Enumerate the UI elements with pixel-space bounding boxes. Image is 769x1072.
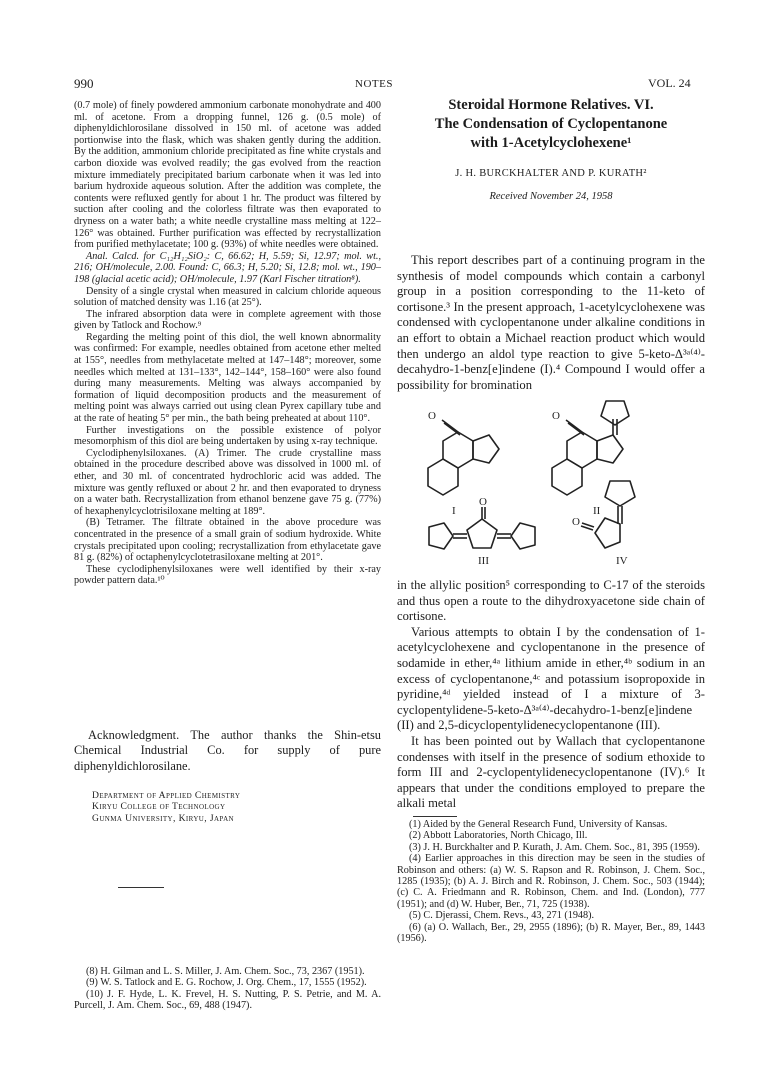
intro-paragraph: This report describes part of a continuing program in the synthesis of model compounds which contain a carbonyl group in a position corresponding to the 11-keto of cortisone.³ In the present approach, 1-acetylcyclohexene was condensed with cyclopentanone under alkaline conditions in an effort to obtain a Michael reaction product which would then undergo an aldol type reaction to give 5-keto-Δ³ᵃ⁽⁴⁾-decahydro-1-benz[e]indene (I).⁴ Compound I would offer a possibility for bromination	[397, 253, 705, 392]
oxygen-label: O	[552, 410, 560, 422]
chemical-structures	[400, 398, 700, 568]
carbonyl-bond	[444, 423, 460, 435]
ring	[467, 519, 497, 548]
article-title-line: Steroidal Hormone Relatives. VI.	[448, 97, 654, 113]
ring	[428, 459, 458, 495]
structure-label-iii: III	[478, 555, 489, 567]
structure-label-ii: II	[593, 505, 601, 517]
oxygen-label: O	[479, 496, 487, 508]
structure-i	[428, 410, 499, 517]
affiliation-line: Department of Applied Chemistry	[92, 790, 241, 801]
paragraph-tetramer: (B) Tetramer. The filtrate obtained in the above procedure was concentrated in the presence of a small grain of sodium hydroxide. White crystals precipitated upon cooling; recrystallization from ethylacetate gave 81 g. (82%) of octaphenylcyclotetrasiloxane melting at 201°.	[74, 517, 381, 564]
paragraph-trimer: Cyclodiphenylsiloxanes. (A) Trimer. The crude crystalline mass obtained in the procedure described above was dissolved in 1000 ml. of ether, and 30 ml. of concentrated hydrochloric acid was added. The mixture was gently refluxed or about 2 hr. and then evaporated to dryness on a water bath. Recrystallization from ethanol benzene gave 75 g. (77%) of hexaphenylcyclotrisiloxane melting at 189°.	[74, 447, 381, 517]
structure-label-iv: IV	[616, 555, 628, 567]
ring	[429, 523, 453, 549]
body-text	[397, 578, 705, 812]
carbonyl-bond	[568, 423, 584, 435]
paragraph: These cyclodiphenylsiloxanes were well identified by their x-ray powder pattern data.¹⁰	[74, 563, 381, 587]
paragraph: in the allylic position⁵ corresponding to C-17 of the steroids and thus open a route to the dihydroxyacetone side chain of cortisone.	[397, 578, 705, 624]
authors: J. H. BURCKHALTER AND P. KURATH²	[455, 168, 647, 179]
affiliation-line: Kiryu College of Technology	[92, 801, 226, 813]
paragraph: Density of a single crystal when measured in calcium chloride aqueous solution of matched density was 1.16 (at 25°).	[74, 285, 381, 309]
oxygen-label: O	[428, 410, 436, 422]
paragraph: (0.7 mole) of finely powdered ammonium carbonate monohydrate and 400 ml. of acetone. From a dropping funnel, 126 g. (0.5 mole) of diphenyldichlorosilane dissolved in 150 ml. of acetone was added portionwise into the flask, which was shaken gently during the addition. By the addition, ammonium chloride precipitated as fine white crystals and carbon dioxide was evolved readily; the gas evolved from the reaction mixture immediately precipitated barium carbonate when it was led into barium hydroxide aqueous solution. After the addition was complete, the contents were refluxed gently for about 1 hr. The product was filtered by suction after cooling and the colorless filtrate was then evaporated to dryness on a water bath; a white needle crystalline mass melting at 122–126° was obtained. Further purification was effected by recrystallization from purified methylacetate; 100 g. (93%) of white needles were obtained.	[74, 100, 381, 251]
ring	[605, 481, 635, 506]
acknowledgment: Acknowledgment. The author thanks the Shin-etsu Chemical Industrial Co. for supply of pure diphenyldichlorosilane.	[74, 728, 381, 773]
footnote: (9) W. S. Tatlock and E. G. Rochow, J. Org. Chem., 17, 1555 (1952).	[86, 977, 367, 989]
footnote: (2) Abbott Laboratories, North Chicago, Ill.	[409, 830, 588, 842]
volume-label: VOL. 24	[648, 76, 691, 90]
footnote: (3) J. H. Burckhalter and P. Kurath, J. Am. Chem. Soc., 81, 395 (1959).	[409, 841, 700, 853]
ring	[511, 523, 535, 549]
ring	[552, 459, 582, 495]
footnote: (8) H. Gilman and L. S. Miller, J. Am. Chem. Soc., 73, 2367 (1951).	[86, 966, 365, 977]
paragraph: The infrared absorption data were in complete agreement with those given by Tatlock and Rochow.⁹	[74, 308, 381, 332]
paragraph: Regarding the melting point of this diol, the well known abnormality was confirmed: For example, needles obtained from acetone ether melted at 155°, needles from methylacetate melted at 147–148°; moreover, some needles which melted at 131–133°, 142–144°, 158–160° were also found during many measurements. Melting was always accompanied by formation of liquid decomposition products and the measurement of melting point was always carried out using clean Pyrex capillary tube and at the rate of heating 5° per min., the bath being preheated at about 110°.	[74, 331, 381, 425]
left-footnotes	[74, 966, 381, 1012]
left-column	[74, 100, 381, 587]
footnote-rule	[413, 816, 457, 817]
page-number: 990	[74, 76, 94, 91]
received-date: Received November 24, 1958	[489, 191, 613, 202]
structure-iv	[572, 481, 635, 567]
footnote-rule	[118, 887, 164, 888]
affiliation-line: Gunma University, Kiryu, Japan	[92, 812, 234, 824]
paragraph: Further investigations on the possible existence of polyor mesomorphism of this diol are being undertaken by using x-ray technique.	[74, 424, 381, 448]
footnote: (6) (a) O. Wallach, Ber., 29, 2955 (1896); (b) R. Mayer, Ber., 89, 1443 (1956).	[397, 921, 705, 945]
oxygen-label: O	[572, 516, 580, 528]
footnote: (5) C. Djerassi, Chem. Revs., 43, 271 (1948).	[409, 910, 595, 922]
footnote: (4) Earlier approaches in this direction may be seen in the studies of Robinson and others: (a) W. S. Rapson and R. Robinson, J. Chem. Soc., 1285 (1935); (b) A. J. Birch and R. Robinson, J. Chem. Soc., 503 (1944); (c) C. A. Friedmann and R. Robinson, Chem. and Ind. (London), 777 (1951); and (d) W. Huber, Ber., 71, 725 (1938).	[397, 853, 705, 910]
article-header	[397, 96, 705, 202]
running-head: NOTES	[355, 78, 393, 90]
paragraph: Various attempts to obtain I by the condensation of 1-acetylcyclohexene and cyclopentanone in the presence of sodamide in ether,⁴ᵃ lithium amide in ether,⁴ᵇ sodium in an excess of cyclopentanone,⁴ᶜ and potassium isopropoxide in pyridine,⁴ᵈ yielded instead of I a mixture of 3-cyclopentylidene-5-keto-Δ³ᵃ⁽⁴⁾-decahydro-1-benz[e]indene (II) and 2,5-dicyclopentylidenecyclopentanone (III).	[397, 624, 705, 733]
footnote: (1) Aided by the General Research Fund, University of Kansas.	[409, 819, 668, 830]
structure-ii	[552, 401, 629, 517]
right-footnotes	[397, 819, 705, 944]
affiliation	[92, 790, 382, 824]
article-title-line: with 1-Acetylcyclohexene¹	[470, 135, 632, 151]
ring	[473, 435, 499, 463]
ring	[601, 401, 629, 425]
ring	[597, 435, 623, 463]
article-title-line: The Condensation of Cyclopentanone	[434, 116, 668, 132]
carbonyl-bond	[442, 420, 458, 432]
paragraph: It has been pointed out by Wallach that cyclopentanone condenses with itself in the presence of sodium ethoxide to form III and 2-cyclopentylidenecyclopentanone (IV).⁶ It appears that under the conditions employed to prepare the alkali metal	[397, 733, 705, 811]
footnote: (10) J. F. Hyde, L. K. Frevel, H. S. Nutting, P. S. Petrie, and M. A. Purcell, J. Am. Chem. Soc., 69, 488 (1947).	[74, 988, 381, 1012]
carbonyl-bond	[566, 420, 582, 432]
paragraph-analysis: Anal. Calcd. for C₁₂H₁₂SiO₂: C, 66.62; H, 5.59; Si, 12.97; mol. wt., 216; OH/molecule, 2.00. Found: C, 66.3; H, 5.20; Si, 12.8; mol. wt., 190–198 (glacial acetic acid); OH/molecule, 1.97 (Karl Fischer titration⁸).	[74, 250, 381, 285]
structure-iii	[429, 496, 535, 567]
structure-label-i: I	[452, 505, 456, 517]
ring	[595, 518, 620, 548]
